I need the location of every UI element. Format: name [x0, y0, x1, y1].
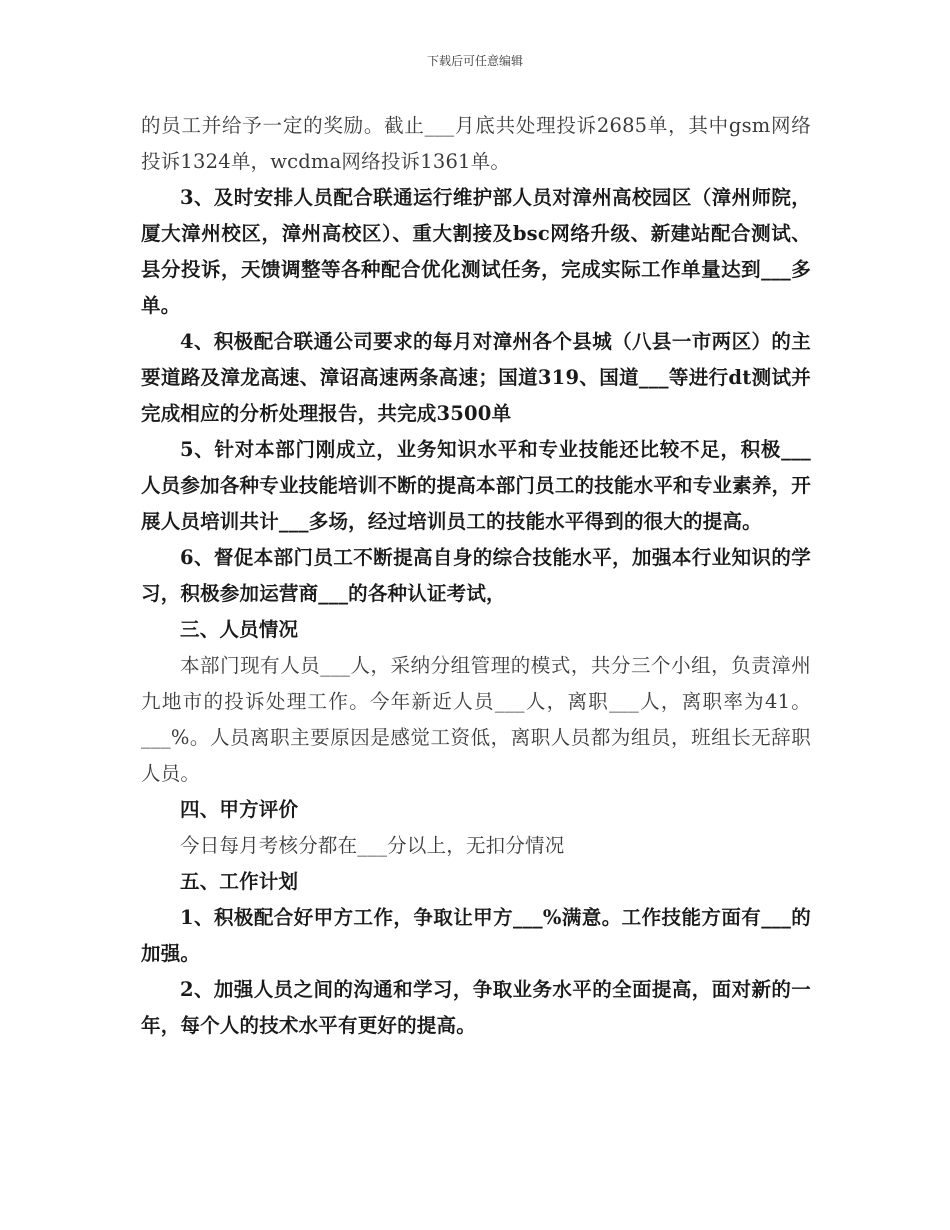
paragraph-evaluation: 今日每月考核分都在___分以上，无扣分情况 — [180, 834, 565, 857]
document-body — [141, 108, 811, 1044]
paragraph-staff: 本部门现有人员___人，采纳分组管理的模式，共分三个小组，负责漳州九地市的投诉处理工作。今年新近人员___人，离职___人，离职率为41。___%。人员离职主要原因是感觉工资低，离职人员都为组员，班组长无辞职人员。 — [141, 654, 811, 785]
section-heading-plan: 五、工作计划 — [180, 870, 299, 893]
paragraph-item-3: 3、及时安排人员配合联通运行维护部人员对漳州高校园区（漳州师院，厦大漳州校区，漳州高校区）、重大割接及bsc网络升级、新建站配合测试、县分投诉，天馈调整等各种配合优化测试任务，完成实际工作单量达到___多单。 — [141, 186, 811, 317]
paragraph-item-5: 5、针对本部门刚成立，业务知识水平和专业技能还比较不足，积极___人员参加各种专业技能培训不断的提高本部门员工的技能水平和专业素养，开展人员培训共计___多场，经过培训员工的技能水平得到的很大的提高。 — [141, 438, 811, 533]
section-heading-evaluation: 四、甲方评价 — [180, 798, 299, 821]
page-header: 下载后可任意编辑 — [426, 54, 523, 68]
paragraph-item-6: 6、督促本部门员工不断提高自身的综合技能水平，加强本行业知识的学习，积极参加运营商___的各种认证考试， — [141, 546, 811, 605]
paragraph-complaints-summary: 的员工并给予一定的奖励。截止___月底共处理投诉2685单，其中gsm网络投诉1324单，wcdma网络投诉1361单。 — [141, 114, 811, 173]
paragraph-plan-1: 1、积极配合好甲方工作，争取让甲方___%满意。工作技能方面有___的加强。 — [141, 906, 811, 965]
paragraph-plan-2: 2、加强人员之间的沟通和学习，争取业务水平的全面提高，面对新的一年，每个人的技术水平有更好的提高。 — [141, 978, 811, 1037]
section-heading-staff: 三、人员情况 — [180, 618, 299, 641]
paragraph-item-4: 4、积极配合联通公司要求的每月对漳州各个县城（八县一市两区）的主要道路及漳龙高速、漳诏高速两条高速；国道319、国道___等进行dt测试并完成相应的分析处理报告，共完成3500单 — [141, 330, 811, 425]
